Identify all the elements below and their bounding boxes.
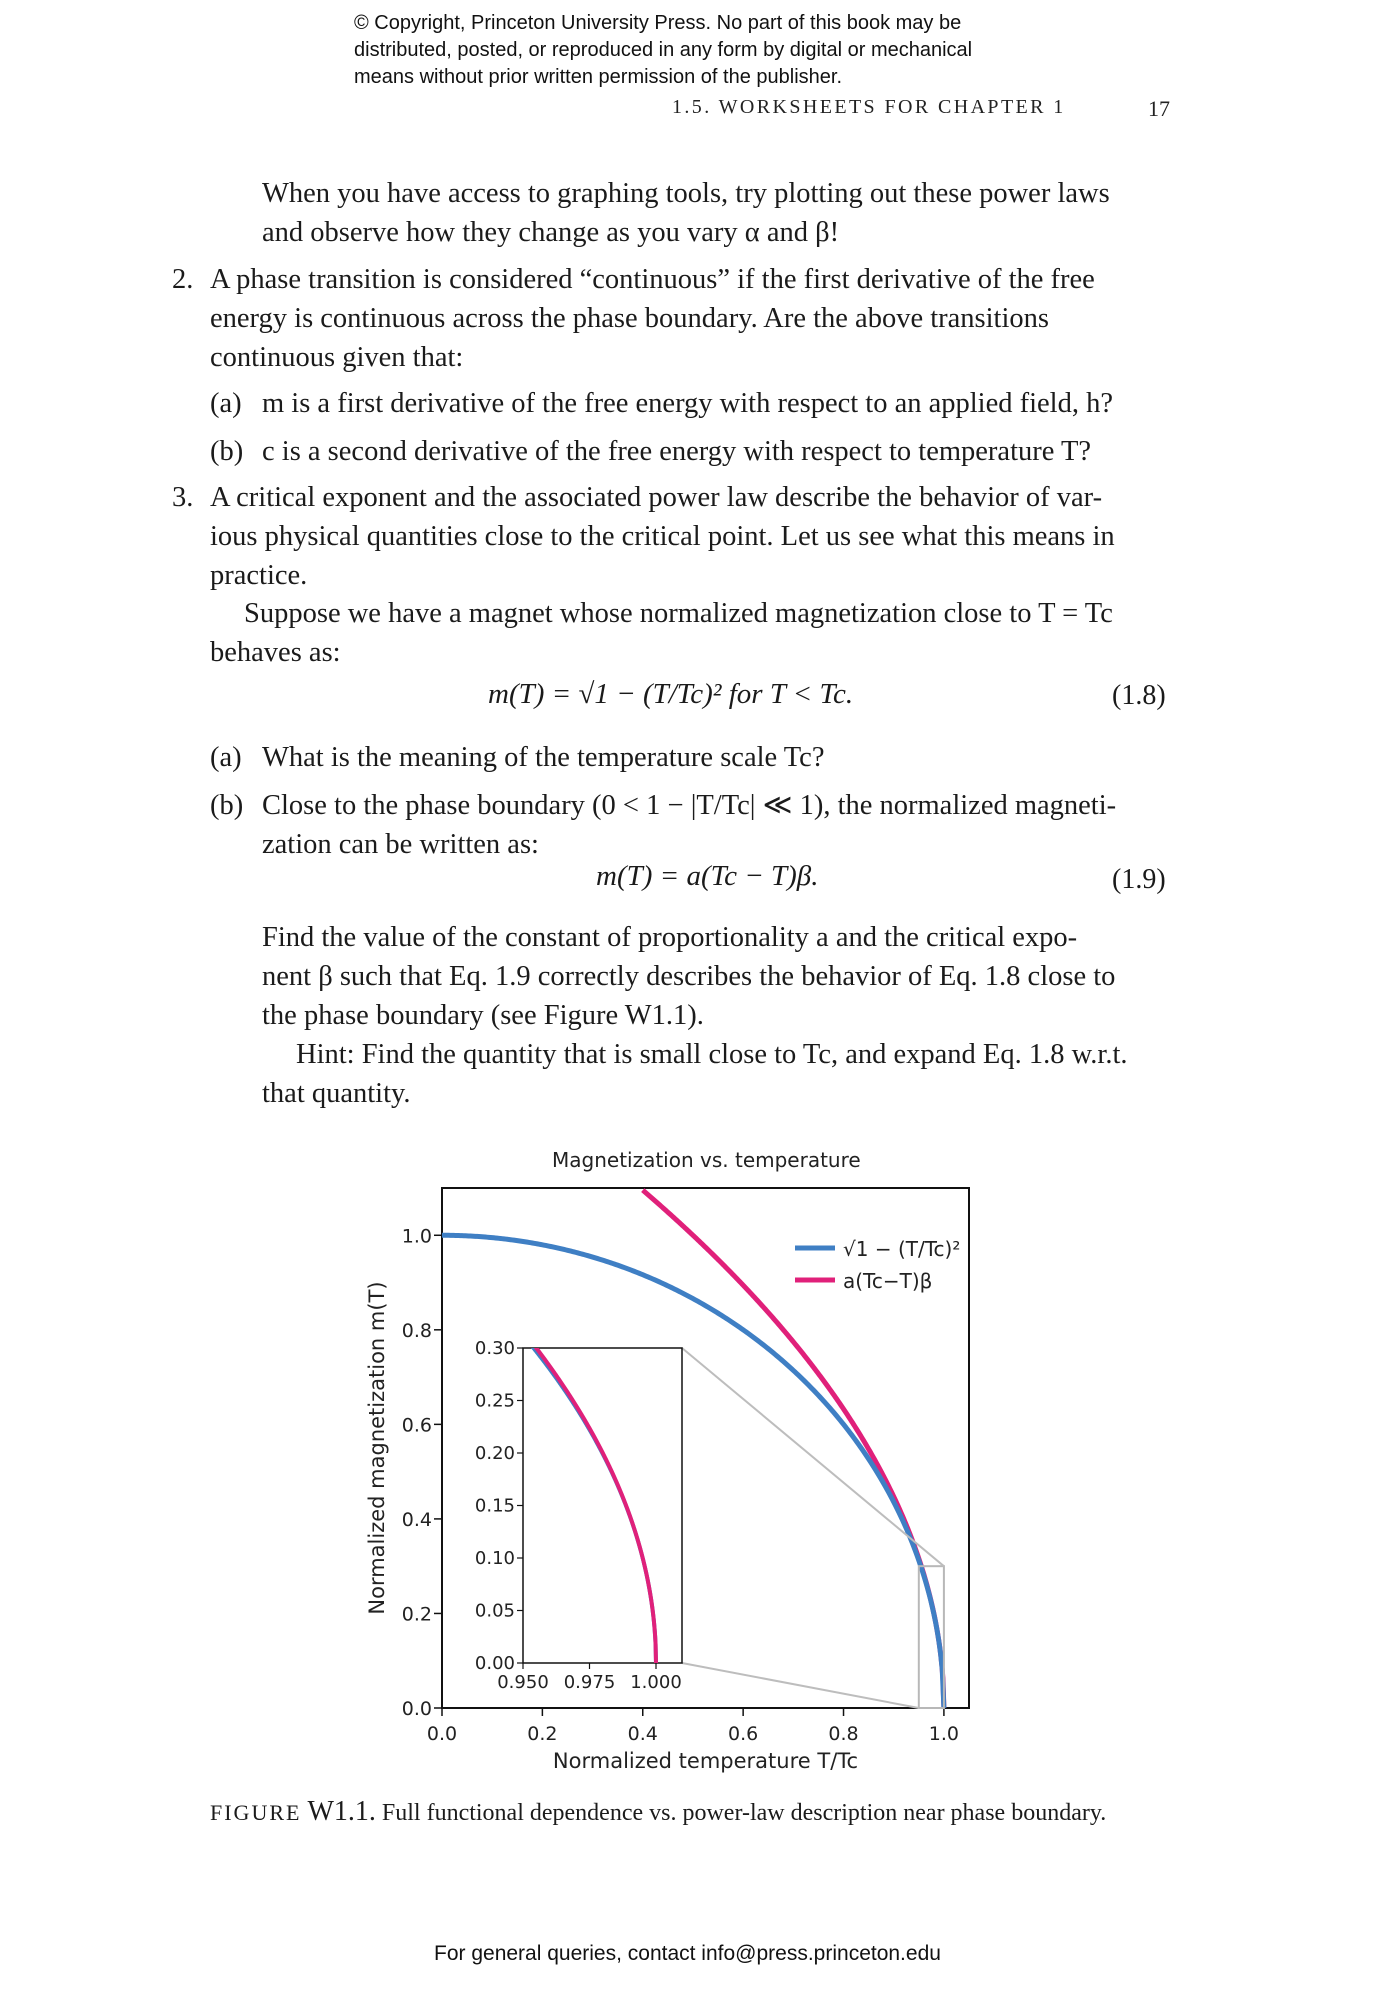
inset-y-tick-label: 0.00 — [474, 1653, 515, 1674]
intro-line: When you have access to graphing tools, try plotting out these power laws — [262, 178, 1110, 209]
x-tick-label: 0.8 — [828, 1723, 859, 1745]
item3-line: ious physical quantities close to the critical point. Let us see what this means in — [210, 521, 1115, 552]
inset-y-tick-label: 0.10 — [474, 1548, 515, 1569]
item2-line: continuous given that: — [210, 342, 464, 373]
item3b-line: zation can be written as: — [262, 829, 539, 860]
page-number: 17 — [1148, 96, 1170, 121]
footer-contact: For general queries, contact info@press.princeton.edu — [434, 1942, 941, 1965]
legend-label-power-law: a(Tc−T)β — [843, 1269, 933, 1293]
y-tick-label: 0.6 — [401, 1414, 432, 1437]
magnetization-chart — [0, 1160, 1400, 1800]
equation-1-9: m(T) = a(Tc − T)β. — [596, 860, 819, 892]
copyright-line: © Copyright, Princeton University Press. No part of this book may be — [354, 12, 962, 34]
series-power-law-line — [643, 1190, 944, 1708]
y-tick-label: 0.0 — [401, 1698, 432, 1720]
inset-x-tick-label: 0.950 — [497, 1672, 549, 1693]
subitem-label: (b) — [210, 790, 244, 821]
zoom-connector — [682, 1663, 919, 1708]
inset-y-tick-label: 0.30 — [474, 1338, 515, 1359]
subitem-label: (a) — [210, 388, 242, 419]
equation-number: (1.9) — [1112, 864, 1166, 895]
x-tick-label: 0.2 — [527, 1723, 558, 1745]
suppose-line: Suppose we have a magnet whose normalized magnetization close to T = Tc — [244, 598, 1113, 629]
y-tick-label: 0.2 — [401, 1603, 432, 1626]
legend-label-full-function: √1 − (T/Tc)² — [843, 1237, 961, 1261]
inset-x-tick-label: 0.975 — [563, 1672, 616, 1693]
equation-1-8: m(T) = √1 − (T/Tc)² for T < Tc. — [488, 678, 854, 710]
y-tick-label: 0.8 — [401, 1319, 432, 1342]
suppose-line: behaves as: — [210, 637, 341, 668]
item2a-text: m is a first derivative of the free energy with respect to an applied field, h? — [262, 388, 1113, 419]
y-tick-label: 0.4 — [401, 1508, 432, 1531]
intro-line: and observe how they change as you vary α and β! — [262, 217, 840, 248]
find-line: nent β such that Eq. 1.9 correctly describes the behavior of Eq. 1.8 close to — [262, 961, 1116, 992]
x-tick-label: 0.0 — [426, 1723, 458, 1745]
find-line: the phase boundary (see Figure W1.1). — [262, 1000, 704, 1031]
running-head: 1.5. WORKSHEETS FOR CHAPTER 1 — [672, 96, 1066, 118]
inset-y-tick-label: 0.25 — [474, 1390, 515, 1412]
item3-line: practice. — [210, 560, 308, 591]
caption-label: FIGURE — [210, 1800, 302, 1825]
item3b-line: Close to the phase boundary (0 < 1 − |T/Tc| ≪ 1), the normalized magneti- — [262, 790, 1117, 821]
x-axis-label: Normalized temperature T/Tc — [552, 1749, 859, 1773]
y-tick-label: 1.0 — [401, 1225, 432, 1248]
chart-title: Magnetization vs. temperature — [552, 1148, 861, 1172]
inset-x-tick-label: 1.000 — [630, 1672, 682, 1693]
caption-number: W1.1. — [307, 1796, 376, 1827]
item3a-text: What is the meaning of the temperature scale Tc? — [262, 742, 825, 773]
zoom-connector — [682, 1348, 944, 1566]
item3-line: A critical exponent and the associated power law describe the behavior of var- — [210, 482, 1103, 513]
series-full-function-line — [442, 1235, 944, 1708]
copyright-line: means without prior written permission of the publisher. — [354, 66, 843, 88]
caption-text: Full functional dependence vs. power-law description near phase boundary. — [381, 1800, 1107, 1826]
x-tick-label: 0.4 — [627, 1723, 658, 1745]
hint-line: that quantity. — [262, 1078, 411, 1109]
plot-frame — [442, 1188, 969, 1708]
item2-line: A phase transition is considered “continuous” if the first derivative of the free — [210, 264, 1095, 295]
inset-y-tick-label: 0.15 — [474, 1495, 515, 1517]
y-axis-label: Normalized magnetization m(T) — [365, 1281, 389, 1615]
inset-frame — [523, 1348, 682, 1663]
equation-number: (1.8) — [1112, 680, 1166, 711]
subitem-label: (a) — [210, 742, 242, 773]
find-line: Find the value of the constant of proportionality a and the critical expo- — [262, 922, 1078, 953]
item2b-text: c is a second derivative of the free energy with respect to temperature T? — [262, 436, 1092, 467]
item2-line: energy is continuous across the phase boundary. Are the above transitions — [210, 303, 1049, 334]
copyright-notice — [354, 10, 1114, 91]
x-tick-label: 0.6 — [728, 1723, 759, 1745]
x-tick-label: 1.0 — [928, 1723, 960, 1745]
item-number: 3. — [172, 482, 194, 513]
inset-y-tick-label: 0.20 — [474, 1443, 515, 1464]
hint-line: Hint: Find the quantity that is small close to Tc, and expand Eq. 1.8 w.r.t. — [296, 1039, 1128, 1070]
copyright-line: distributed, posted, or reproduced in any form by digital or mechanical — [354, 39, 973, 61]
figure-caption — [210, 1796, 1106, 1828]
subitem-label: (b) — [210, 436, 244, 467]
item-number: 2. — [172, 264, 194, 295]
inset-y-tick-label: 0.05 — [474, 1600, 515, 1622]
